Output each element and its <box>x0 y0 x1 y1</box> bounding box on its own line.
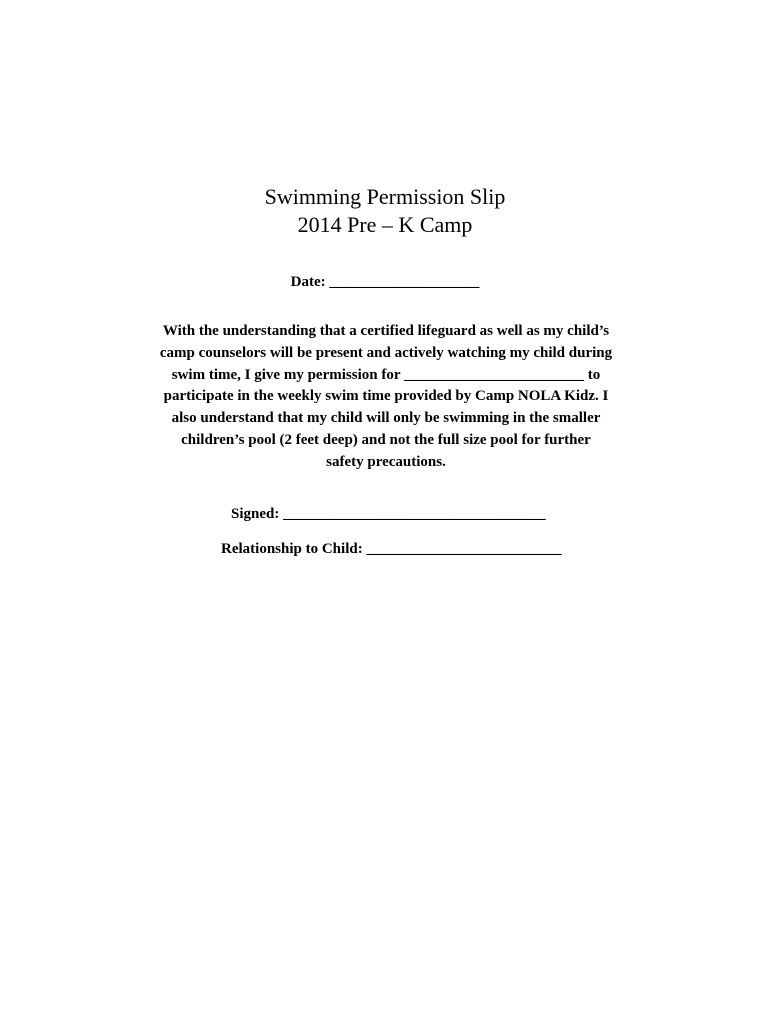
statement-line: camp counselors will be present and actively watching my child during <box>159 344 613 361</box>
statement-line: swim time, I give my permission for <box>171 366 401 383</box>
signature-field[interactable]: ___________________________________ <box>283 506 546 522</box>
statement-line: With the understanding that a certified lifeguard as well as my child’s <box>162 323 610 339</box>
date-field[interactable]: ____________________ <box>329 274 480 290</box>
statement-line: to <box>587 366 601 383</box>
statement-line: children’s pool (2 feet deep) and not the full size pool for further <box>181 431 591 448</box>
date-label: Date: <box>290 274 326 290</box>
form-subtitle: 2014 Pre – K Camp <box>297 212 473 237</box>
date-row <box>0 271 770 293</box>
permission-statement <box>140 321 632 474</box>
child-name-field[interactable]: ________________________ <box>403 366 584 383</box>
relationship-label: Relationship to Child: <box>221 541 363 557</box>
form-title: Swimming Permission Slip <box>264 184 506 209</box>
relationship-field[interactable]: __________________________ <box>366 541 562 557</box>
statement-line: safety precautions. <box>326 453 446 470</box>
statement-line: also understand that my child will only be swimming in the smaller <box>171 410 601 427</box>
relationship-row <box>221 538 561 560</box>
signature-row <box>231 503 546 525</box>
statement-line: participate in the weekly swim time provided by Camp NOLA Kidz. I <box>163 388 609 405</box>
signed-label: Signed: <box>231 506 280 522</box>
